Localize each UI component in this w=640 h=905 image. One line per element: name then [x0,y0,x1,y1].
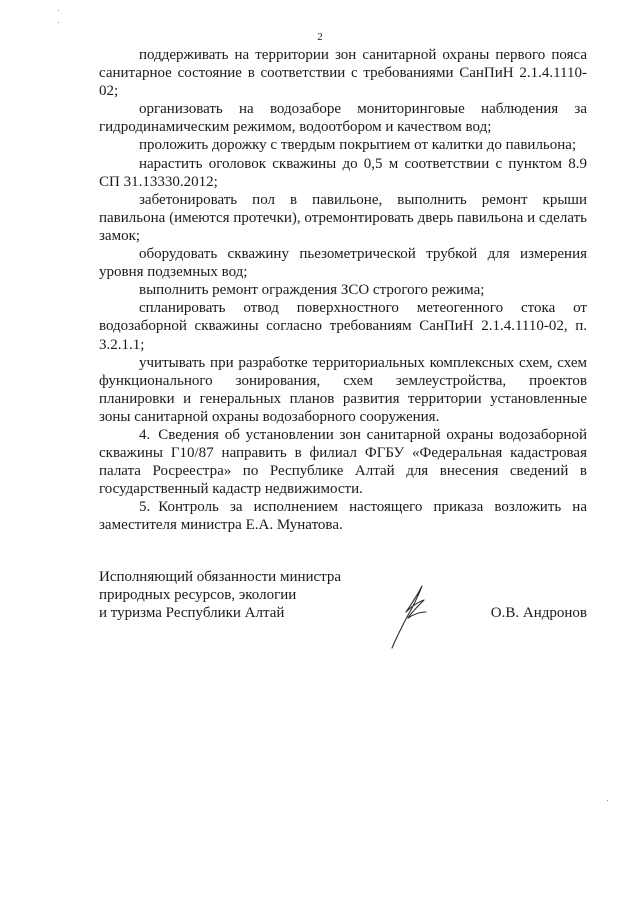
list-item: забетонировать пол в павильоне, выполнить ремонт крыши павильона (имеются протечки), отремонтировать дверь павильона и сделать замок; [99,191,587,244]
document-body [99,46,587,535]
scan-speck [607,800,608,801]
numbered-clause-5 [99,498,587,534]
list-item: учитывать при разработке территориальных комплексных схем, схем функционального зонирования, схем землеустройства, проектов планировки и генеральных планов развития территории установленные зоны санитарной охраны водозаборного сооружения. [99,354,587,425]
clause-number: 5. [139,499,151,516]
list-item: организовать на водозаборе мониторинговые наблюдения за гидродинамическим режимом, водоотбором и качеством вод; [99,101,587,136]
numbered-clause-4 [99,426,587,498]
signer-title-line: природных ресурсов, экологии [99,587,297,603]
scan-speck [58,22,59,23]
list-item: проложить дорожку с твердым покрытием от калитки до павильона; [139,137,577,154]
clause-text: Сведения об установлении зон санитарной охраны водозаборной скважины Г10/87 направить в филиал ФГБУ «Федеральная кадастровая палата Росреестра» по Республике Алтай для внесения сведений в государственный кадастр недвижимости. [99,426,587,498]
scan-speck [58,10,59,11]
page-number: 2 [317,31,323,43]
signer-name: О.В. Андронов [490,605,587,621]
clause-text: Контроль за исполнением настоящего приказа возложить на заместителя министра Е.А. Мунатова. [99,499,587,534]
signature-block [99,568,587,648]
signer-title [99,568,359,622]
signer-title-line: и туризма Республики Алтай [99,605,285,621]
list-item: нарастить оголовок скважины до 0,5 м соответствии с пунктом 8.9 СП 31.13330.2012; [99,155,587,190]
list-item: оборудовать скважину пьезометрической трубкой для измерения уровня подземных вод; [99,246,587,281]
list-item: спланировать отвод поверхностного метеогенного стока от водозаборной скважины согласно требованиям СанПиН 2.1.4.1110-02, п. 3.2.1.1; [99,300,587,353]
handwritten-signature [384,582,434,652]
list-item: выполнить ремонт ограждения ЗСО строгого режима; [139,282,485,299]
list-item: поддерживать на территории зон санитарной охраны первого пояса санитарное состояние в соответствии с требованиями СанПиН 2.1.4.1110-02; [99,47,587,100]
clause-number: 4. [139,426,151,443]
signer-title-line: Исполняющий обязанности министра [99,569,342,585]
